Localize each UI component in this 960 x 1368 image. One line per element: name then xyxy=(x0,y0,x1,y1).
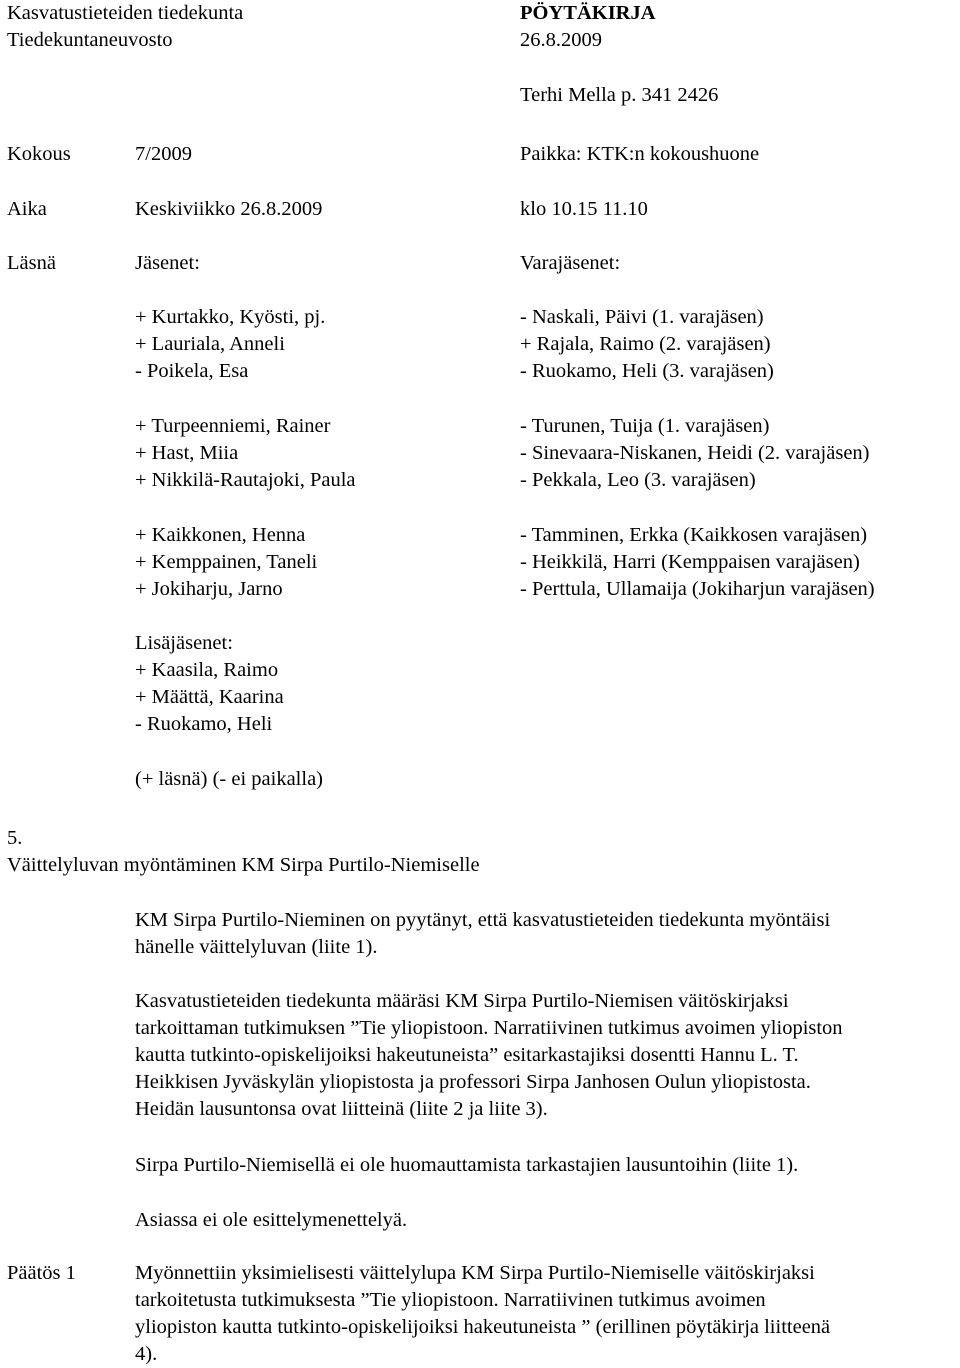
deputy-item: - Perttula, Ullamaija (Jokiharjun varajäsen) xyxy=(520,578,875,600)
paragraph-line: 4). xyxy=(135,1343,158,1365)
member-item: + Kaikkonen, Henna xyxy=(135,524,306,546)
paragraph-line: yliopiston kautta tutkinto-opiskelijoiksi hakeutuneista ” (erillinen pöytäkirja liitteenä xyxy=(135,1316,831,1338)
paragraph-line: KM Sirpa Purtilo-Nieminen on pyytänyt, että kasvatustieteiden tiedekunta myöntäisi xyxy=(135,909,831,931)
member-item: - Poikela, Esa xyxy=(135,360,249,382)
paragraph-examiners xyxy=(135,988,955,1123)
member-item: + Jokiharju, Jarno xyxy=(135,578,283,600)
deputy-item: - Sinevaara-Niskanen, Heidi (2. varajäsen) xyxy=(520,442,870,464)
deputy-item: - Naskali, Päivi (1. varajäsen) xyxy=(520,306,764,328)
member-item: + Hast, Miia xyxy=(135,442,239,464)
extra-member-item: + Kaasila, Raimo xyxy=(135,659,279,681)
council-name: Tiedekuntaneuvosto xyxy=(7,29,173,51)
member-item: + Kurtakko, Kyösti, pj. xyxy=(135,306,326,328)
extra-member-item: - Ruokamo, Heli xyxy=(135,713,273,735)
paragraph-line: Heidän lausuntonsa ovat liitteinä (liite 2 ja liite 3). xyxy=(135,1098,548,1120)
paragraph-line: tarkoittaman tutkimuksen ”Tie yliopistoon. Narratiivinen tutkimus avoimen yliopiston xyxy=(135,1017,843,1039)
paragraph-request xyxy=(135,907,955,961)
decision-label: Päätös 1 xyxy=(7,1262,76,1284)
member-item: + Lauriala, Anneli xyxy=(135,333,285,355)
deputy-item: + Rajala, Raimo (2. varajäsen) xyxy=(520,333,771,355)
section-number: 5. xyxy=(7,827,23,849)
faculty-name: Kasvatustieteiden tiedekunta xyxy=(7,2,244,24)
contact-person: Terhi Mella p. 341 2426 xyxy=(520,84,719,106)
deputies-label: Varajäsenet: xyxy=(520,252,621,274)
meeting-place: Paikka: KTK:n kokoushuone xyxy=(520,143,760,165)
paragraph-line: hänelle väittelyluvan (liite 1). xyxy=(135,936,378,958)
document-date: 26.8.2009 xyxy=(520,29,602,51)
paragraph-decision xyxy=(135,1260,955,1368)
paragraph-line: kautta tutkinto-opiskelijoiksi hakeutuneista” esitarkastajiksi dosentti Hannu L. T. xyxy=(135,1044,799,1066)
section-title: Väittelyluvan myöntäminen KM Sirpa Purtilo-Niemiselle xyxy=(7,854,480,876)
deputy-item: - Turunen, Tuija (1. varajäsen) xyxy=(520,415,770,437)
paragraph-no-remarks: Sirpa Purtilo-Niemisellä ei ole huomauttamista tarkastajien lausuntoihin (liite 1). xyxy=(135,1154,799,1176)
aika-label: Aika xyxy=(7,198,47,220)
extra-member-item: + Määttä, Kaarina xyxy=(135,686,284,708)
attendance-legend: (+ läsnä) (- ei paikalla) xyxy=(135,768,323,790)
lasna-label: Läsnä xyxy=(7,252,56,274)
deputy-item: - Ruokamo, Heli (3. varajäsen) xyxy=(520,360,774,382)
member-item: + Turpeenniemi, Rainer xyxy=(135,415,331,437)
paragraph-no-presentation: Asiassa ei ole esittelymenettelyä. xyxy=(135,1209,408,1231)
document-type: PÖYTÄKIRJA xyxy=(520,2,656,24)
paragraph-line: Kasvatustieteiden tiedekunta määräsi KM Sirpa Purtilo-Niemisen väitöskirjaksi xyxy=(135,990,789,1012)
kokous-label: Kokous xyxy=(7,143,71,165)
deputy-item: - Heikkilä, Harri (Kemppaisen varajäsen) xyxy=(520,551,860,573)
kokous-value: 7/2009 xyxy=(135,143,192,165)
member-item: + Nikkilä-Rautajoki, Paula xyxy=(135,469,356,491)
meeting-time: klo 10.15 11.10 xyxy=(520,198,648,220)
paragraph-line: Myönnettiin yksimielisesti väittelylupa KM Sirpa Purtilo-Niemiselle väitöskirjaksi xyxy=(135,1262,815,1284)
member-item: + Kemppainen, Taneli xyxy=(135,551,318,573)
deputy-item: - Pekkala, Leo (3. varajäsen) xyxy=(520,469,756,491)
aika-value: Keskiviikko 26.8.2009 xyxy=(135,198,323,220)
members-label: Jäsenet: xyxy=(135,252,200,274)
paragraph-line: tarkoitetusta tutkimuksesta ”Tie yliopistoon. Narratiivinen tutkimus avoimen xyxy=(135,1289,766,1311)
paragraph-line: Heikkisen Jyväskylän yliopistosta ja professori Sirpa Janhosen Oulun yliopistosta. xyxy=(135,1071,811,1093)
extra-members-label: Lisäjäsenet: xyxy=(135,632,233,654)
deputy-item: - Tamminen, Erkka (Kaikkosen varajäsen) xyxy=(520,524,868,546)
